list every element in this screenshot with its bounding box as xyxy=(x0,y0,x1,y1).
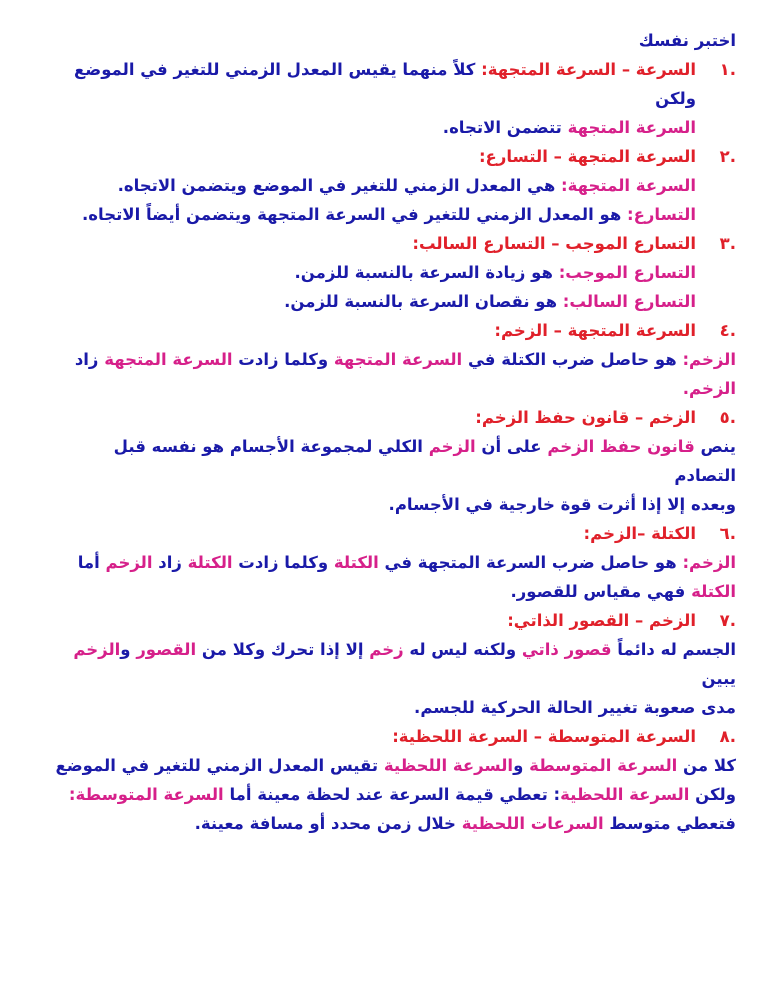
text-segment: الكتلة xyxy=(187,553,233,572)
text-segment: التسارع: xyxy=(621,205,696,224)
text-segment: السرعة اللحظية xyxy=(383,756,514,775)
question-item xyxy=(50,55,736,142)
question-list xyxy=(50,55,736,838)
text-segment: تتضمن الاتجاه. xyxy=(442,118,562,137)
answer-line xyxy=(50,374,736,403)
question-item xyxy=(50,722,736,838)
question-number: .١ xyxy=(719,60,736,79)
text-segment: الزخم xyxy=(428,437,476,456)
definition-line xyxy=(50,113,736,142)
text-segment: الزخم: xyxy=(676,350,736,369)
question-number: .٢ xyxy=(719,147,736,166)
question-heading-text xyxy=(412,229,696,258)
text-segment: القصور xyxy=(136,640,197,659)
text-segment: ولكن xyxy=(689,785,736,804)
text-segment: السرعات اللحظية xyxy=(461,814,604,833)
text-segment: ولكنه ليس له xyxy=(403,640,522,659)
question-item xyxy=(50,606,736,722)
text-segment: فهي مقياس للقصور. xyxy=(510,582,692,601)
text-segment: زخم xyxy=(369,640,404,659)
answer-line xyxy=(50,490,736,519)
answer-line xyxy=(50,635,736,693)
text-segment: الزخم: xyxy=(676,553,736,572)
text-segment: هي المعدل الزمني للتغير في الموضع ويتضمن الاتجاه. xyxy=(117,176,556,195)
page-title: اختبر نفسك xyxy=(638,31,736,50)
question-heading-text xyxy=(50,55,696,113)
text-segment: وكلما زادت xyxy=(232,553,334,572)
text-segment: السرعة المتجهة xyxy=(104,350,233,369)
text-segment: وبعده إلا إذا أثرت قوة خارجية في الأجسام. xyxy=(388,495,736,514)
answer-line xyxy=(50,780,736,809)
text-segment: السرعة المتجهة: xyxy=(555,176,696,195)
text-segment: هو نقصان السرعة بالنسبة للزمن. xyxy=(284,292,558,311)
text-segment: الزخم xyxy=(105,553,153,572)
text-segment: الزخم – قانون حفظ الزخم: xyxy=(475,408,696,427)
text-segment: السرعة المتجهة – التسارع: xyxy=(478,147,696,166)
text-segment: السرعة اللحظية xyxy=(560,785,690,804)
definition-line xyxy=(50,200,736,229)
text-segment: زاد xyxy=(74,350,105,369)
text-segment: مدى صعوبة تغيير الحالة الحركية للجسم. xyxy=(414,698,736,717)
text-segment: و xyxy=(120,640,137,659)
question-heading-text xyxy=(475,403,696,432)
text-segment: الزخم xyxy=(73,640,121,659)
answer-line xyxy=(50,432,736,490)
text-segment: السرعة المتوسطة: xyxy=(68,785,224,804)
question-heading-text xyxy=(479,142,696,171)
text-segment: هو حاصل ضرب الكتلة في xyxy=(462,350,677,369)
text-segment: كلا من xyxy=(677,756,736,775)
question-number: .٤ xyxy=(719,321,736,340)
question-heading xyxy=(50,606,736,635)
text-segment: التسارع السالب: xyxy=(557,292,696,311)
text-segment: التسارع الموجب – التسارع السالب: xyxy=(412,234,696,253)
text-segment: قانون حفظ الزخم xyxy=(547,437,695,456)
answer-line xyxy=(50,548,736,577)
definition-line xyxy=(50,287,736,316)
text-segment: هو زيادة السرعة بالنسبة للزمن. xyxy=(294,263,553,282)
question-number: .٥ xyxy=(719,408,736,427)
text-segment: و xyxy=(513,756,530,775)
text-segment: الكتلة xyxy=(333,553,379,572)
text-segment: يبين xyxy=(701,669,736,688)
answer-line xyxy=(50,751,736,780)
text-segment: الزخم. xyxy=(682,379,736,398)
answer-line xyxy=(50,809,736,838)
question-number: .٧ xyxy=(719,611,736,630)
text-segment: الكتلة xyxy=(691,582,736,601)
question-heading xyxy=(50,316,736,345)
text-segment: ينص xyxy=(694,437,736,456)
question-heading xyxy=(50,722,736,751)
text-segment: زاد xyxy=(152,553,188,572)
text-segment: الكلي لمجموعة الأجسام هو نفسه قبل التصادم xyxy=(113,437,736,485)
answer-line xyxy=(50,577,736,606)
answer-line xyxy=(50,345,736,374)
text-segment: على أن xyxy=(475,437,548,456)
text-segment: أما xyxy=(77,553,106,572)
question-heading xyxy=(50,142,736,171)
text-segment: إلا إذا تحرك وكلا من xyxy=(196,640,370,659)
text-segment: السرعة المتجهة xyxy=(333,350,463,369)
question-number: .٨ xyxy=(719,727,736,746)
text-segment: التسارع الموجب: xyxy=(552,263,696,282)
text-segment: هو حاصل ضرب السرعة المتجهة في xyxy=(378,553,677,572)
question-heading xyxy=(50,229,736,258)
question-number: .٦ xyxy=(719,524,736,543)
question-item xyxy=(50,316,736,403)
text-segment: الكتلة –الزخم: xyxy=(583,524,696,543)
text-segment: كلاً منهما يقيس المعدل الزمني للتغير في الموضع ولكن xyxy=(74,60,696,108)
question-heading-text xyxy=(494,316,696,345)
text-segment: الزخم – القصور الذاتي: xyxy=(507,611,696,630)
question-item xyxy=(50,142,736,229)
definition-line xyxy=(50,258,736,287)
text-segment: : تعطي قيمة السرعة عند لحظة معينة أما xyxy=(223,785,561,804)
question-item xyxy=(50,403,736,519)
document-page xyxy=(50,26,736,838)
text-segment: هو المعدل الزمني للتغير في السرعة المتجهة ويتضمن أيضاً الاتجاه. xyxy=(82,205,622,224)
text-segment: السرعة المتوسطة xyxy=(529,756,678,775)
text-segment: قصور ذاتي xyxy=(521,640,612,659)
text-segment: وكلما زادت xyxy=(232,350,334,369)
text-segment: السرعة المتجهة xyxy=(561,118,696,137)
question-heading-text xyxy=(584,519,696,548)
text-segment: السرعة المتوسطة – السرعة اللحظية: xyxy=(392,727,696,746)
question-heading xyxy=(50,403,736,432)
text-segment: خلال زمن محدد أو مسافة معينة. xyxy=(194,814,462,833)
answer-line xyxy=(50,693,736,722)
question-number: .٣ xyxy=(719,234,736,253)
question-heading-text xyxy=(507,606,696,635)
question-item xyxy=(50,519,736,606)
definition-line xyxy=(50,171,736,200)
question-heading xyxy=(50,55,736,113)
question-heading xyxy=(50,519,736,548)
text-segment: الجسم له دائماً xyxy=(611,640,736,659)
text-segment: تقيس المعدل الزمني للتغير في الموضع xyxy=(55,756,384,775)
text-segment: فتعطي متوسط xyxy=(603,814,736,833)
question-item xyxy=(50,229,736,316)
text-segment: السرعة – السرعة المتجهة: xyxy=(475,60,696,79)
text-segment: السرعة المتجهة – الزخم: xyxy=(494,321,696,340)
question-heading-text xyxy=(392,722,696,751)
